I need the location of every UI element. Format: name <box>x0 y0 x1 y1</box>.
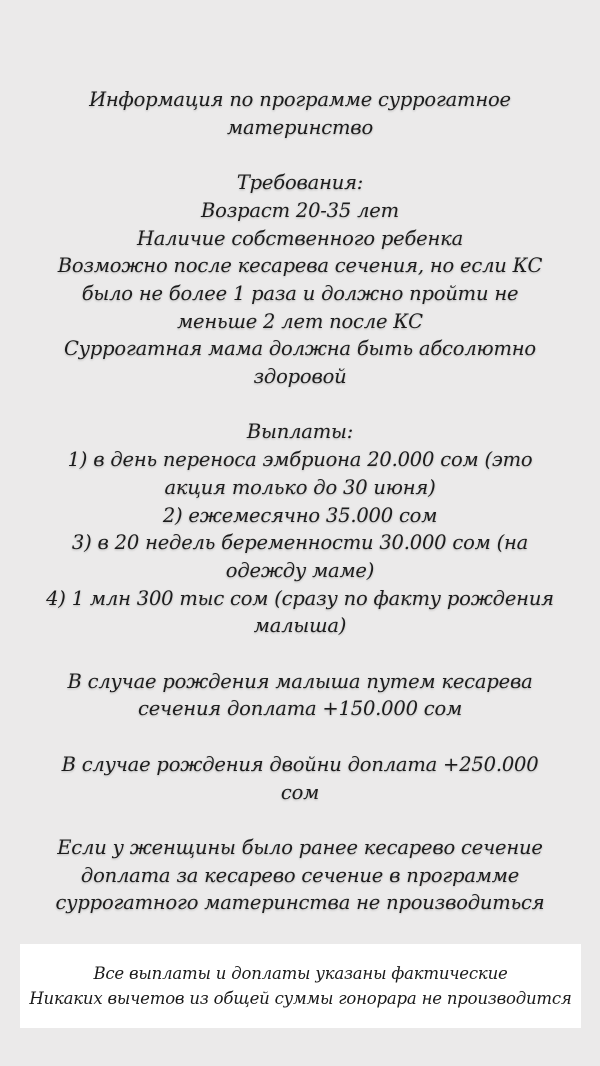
title-line-1: Информация по программе суррогатное <box>89 88 511 111</box>
requirements-heading: Требования: <box>236 171 364 195</box>
twins-bonus-line: В случае рождения двойни доплата +250.000 <box>61 752 539 776</box>
requirement-line: Суррогатная мама должна быть абсолютно <box>64 337 536 361</box>
payments-heading: Выплаты: <box>246 420 354 444</box>
prior-cesarean-note-line: суррогатного материнства не производиться <box>55 891 545 915</box>
requirement-line: здоровой <box>253 365 347 389</box>
payment-line: одежду маме) <box>225 558 375 582</box>
requirement-line: Наличие собственного ребенка <box>136 226 464 250</box>
notice-line-1: Все выплаты и доплаты указаны фактические <box>93 964 508 983</box>
spacer <box>0 141 600 169</box>
requirement-line: меньше 2 лет после КС <box>177 309 423 333</box>
spacer <box>0 391 600 419</box>
prior-cesarean-note-line: Если у женщины было ранее кесарево сечение <box>57 835 543 859</box>
spacer <box>0 806 600 834</box>
payment-line: 4) 1 млн 300 тыс сом (сразу по факту рождения <box>46 586 554 610</box>
title-line-2: материнство <box>226 115 373 139</box>
payment-line: 3) в 20 недель беременности 30.000 сом (на <box>71 531 529 555</box>
payment-line: 1) в день переноса эмбриона 20.000 сом (это <box>67 448 533 472</box>
cesarean-bonus-line: В случае рождения малыша путем кесарева <box>67 669 533 693</box>
spacer <box>0 640 600 668</box>
prior-cesarean-note-line: доплата за кесарево сечение в программе <box>80 863 520 887</box>
twins-bonus-line: сом <box>280 780 320 804</box>
spacer <box>0 723 600 751</box>
info-text-block <box>0 86 600 917</box>
requirement-line: Возраст 20-35 лет <box>201 198 399 222</box>
payment-line: акция только до 30 июня) <box>164 475 436 499</box>
cesarean-bonus-line: сечения доплата +150.000 сом <box>137 697 463 721</box>
notice-line-2: Никаких вычетов из общей суммы гонорара не производится <box>29 989 572 1008</box>
payment-line: 2) ежемесячно 35.000 сом <box>162 503 438 527</box>
requirement-line: Возможно после кесарева сечения, но если КС <box>57 254 543 278</box>
notice-box <box>20 944 581 1028</box>
requirement-line: было не более 1 раза и должно пройти не <box>81 281 519 305</box>
payment-line: малыша) <box>253 614 347 638</box>
